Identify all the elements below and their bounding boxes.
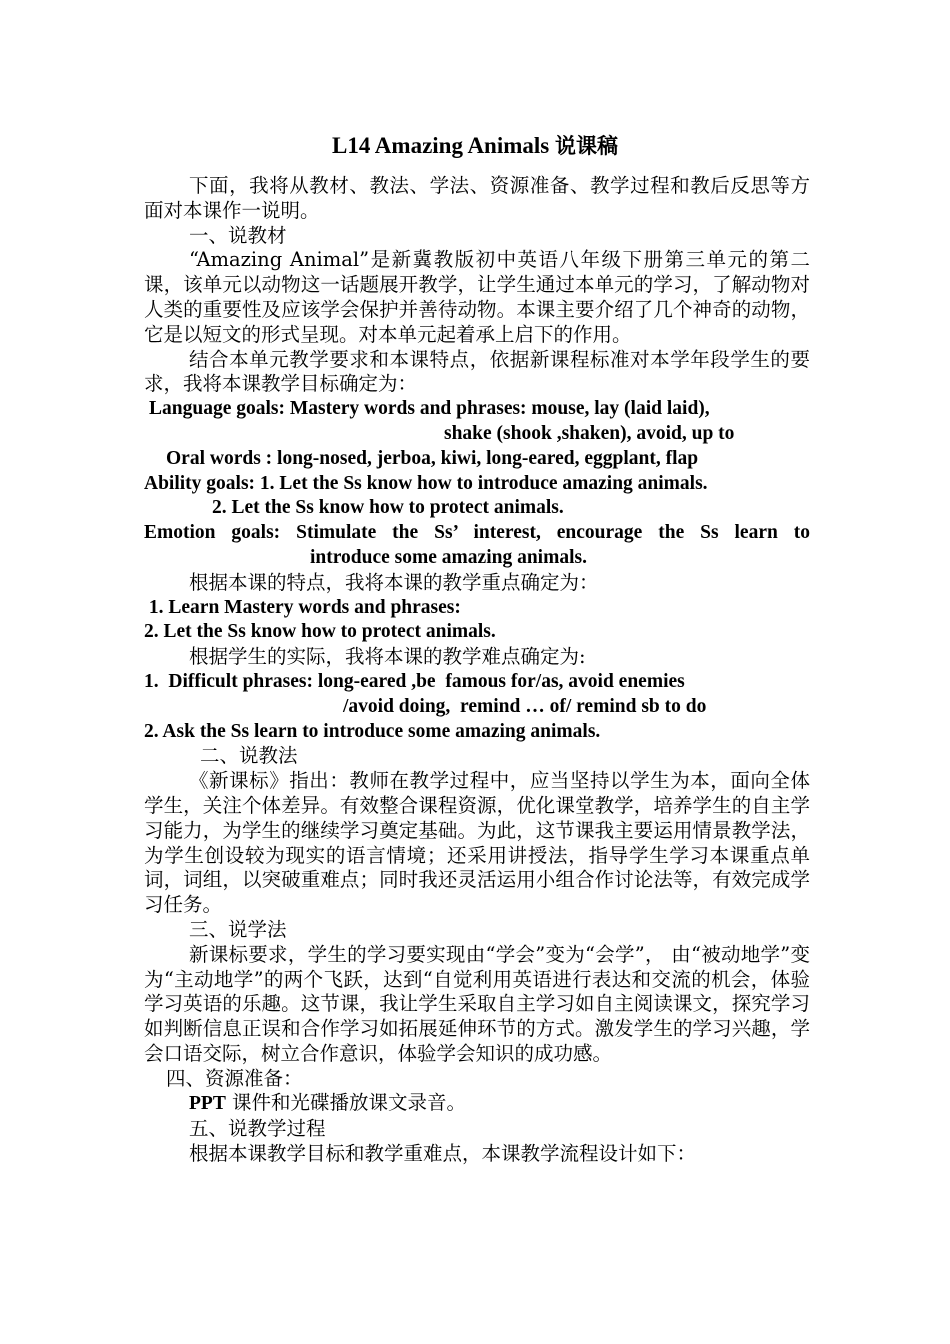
emotion-goals-line1: Emotion goals: Stimulate the Ss’ interest, encourage the Ss learn to [144,522,810,544]
section4-paragraph [144,1091,810,1117]
difficult-point-1a: 1. Difficult phrases: long-eared ,be famous for/as, avoid enemies [144,670,685,692]
document-body [144,174,810,1167]
emotion-goals-line2: introduce some amazing animals. [310,546,587,568]
ability-goals-line2: 2. Let the Ss know how to protect animals. [212,497,564,519]
section1-paragraph1: “Amazing Animal”是新冀教版初中英语八年级下册第三单元的第二课，该单元以动物这一话题展开教学，让学生通过本单元的学习，了解动物对人类的重要性及应该学会保护并善待动物。本课主要介绍了几个神奇的动物，它是以短文的形式呈现。对本单元起着承上启下的作用。 [144,248,810,346]
oral-words-line: Oral words : long-nosed, jerboa, kiwi, long-eared, eggplant, flap [166,447,699,469]
ability-goals-line1: Ability goals: 1. Let the Ss know how to introduce amazing animals. [144,472,708,494]
key-points-intro: 根据本课的特点，我将本课的教学重点确定为： [189,570,599,594]
resource-text: 课件和光碟播放课文录音。 [225,1091,467,1115]
key-point-2: 2. Let the Ss know how to protect animals. [144,621,496,643]
language-goals-line1: Language goals: Mastery words and phrases: mouse, lay (laid laid), [149,398,710,420]
difficult-point-1b: /avoid doing, remind … of/ remind sb to do [343,695,707,717]
language-goals-line2: shake (shook ,shaken), avoid, up to [444,422,735,444]
difficult-point-2: 2. Ask the Ss learn to introduce some amazing animals. [144,720,601,742]
title-english: L14 Amazing Animals [331,133,550,158]
section1-heading: 一、说教材 [189,223,287,247]
section2-paragraph: 《新课标》指出：教师在教学过程中，应当坚持以学生为本，面向全体学生，关注个体差异。有效整合课程资源，优化课堂教学，培养学生的自主学习能力，为学生的继续学习奠定基础。为此，这节课我主要运用情景教学法，为学生创设较为现实的语言情境；还采用讲授法，指导学生学习本课重点单词，词组，以突破重难点；同时我还灵活运用小组合作讨论法等，有效完成学习任务。 [144,769,810,917]
intro-paragraph: 下面，我将从教材、教法、学法、资源准备、教学过程和教后反思等方面对本课作一说明。 [144,174,810,222]
section5-heading: 五、说教学过程 [189,1117,326,1141]
section5-paragraph: 根据本课教学目标和教学重难点，本课教学流程设计如下： [189,1142,697,1166]
section3-heading: 三、说学法 [189,917,287,941]
key-point-1: 1. Learn Mastery words and phrases: [144,596,461,618]
section1-paragraph2: 结合本单元教学要求和本课特点，依据新课程标准对本学年段学生的要求，我将本课教学目标确定为： [144,347,810,396]
section3-paragraph: 新课标要求，学生的学习要实现由“学会”变为“会学”， 由“被动地学”变为“主动地学”的两个飞跃，达到“自觉利用英语进行表达和交流的机会，体验学习英语的乐趣。这节课，我让学生采取自主学习如自主阅读课文，探究学习如判断信息正误和合作学习如拓展延伸环节的方式。激发学生的学习兴趣，学会口语交际，树立合作意识，体验学会知识的成功感。 [144,942,810,1065]
ppt-label: PPT [189,1093,226,1115]
section2-heading: 二、说教法 [200,744,298,768]
title-chinese: 说课稿 [555,133,618,158]
page-title [0,134,950,159]
section4-heading: 四、资源准备： [166,1066,303,1090]
difficult-points-intro: 根据学生的实际，我将本课的教学难点确定为: [189,645,586,669]
